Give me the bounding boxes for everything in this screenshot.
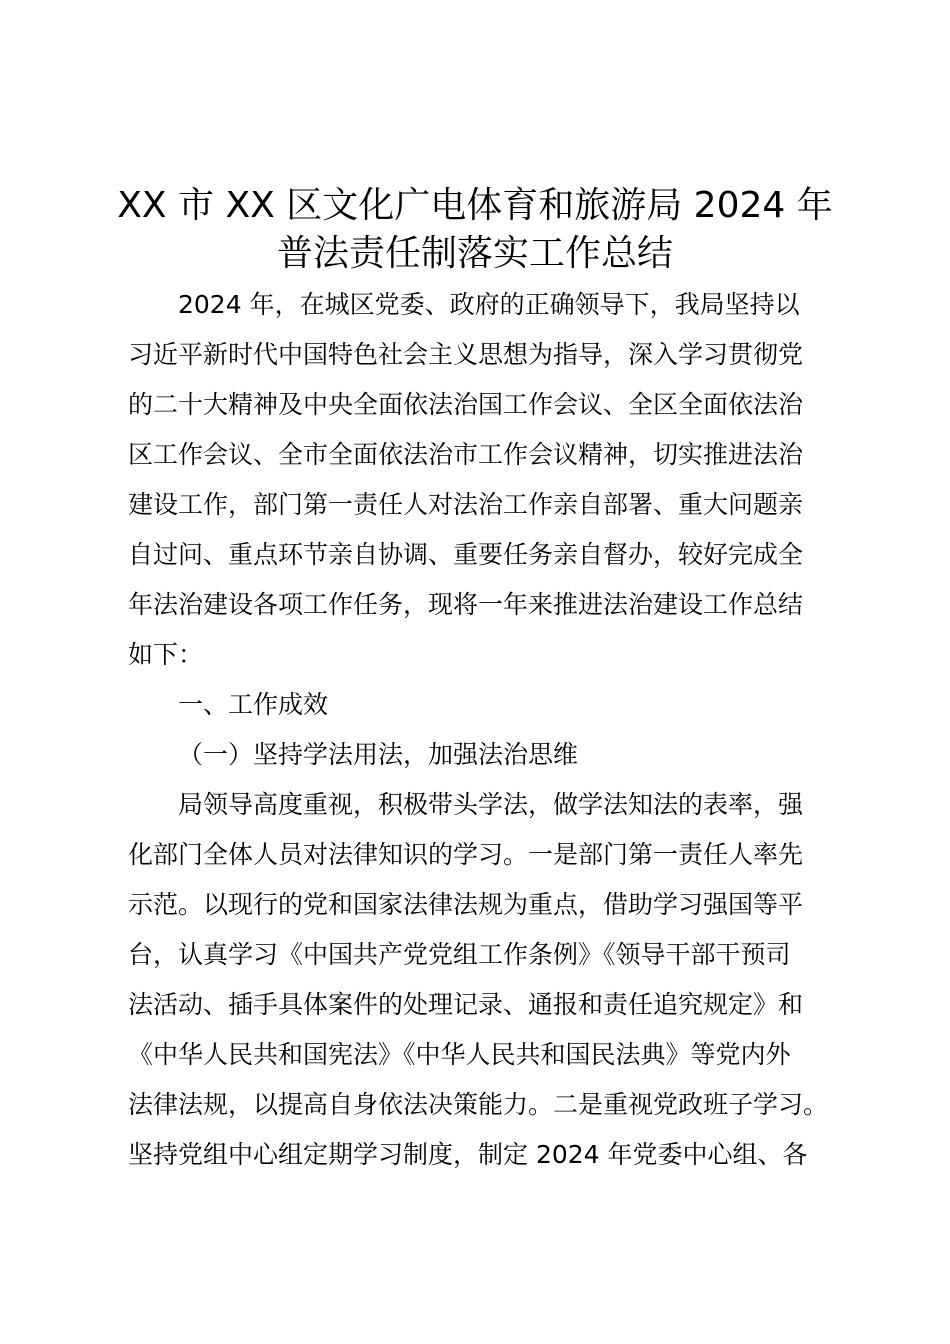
body-line-17: 法律法规，以提高自身依法决策能力。二是重视党政班子学习。 — [128, 1090, 829, 1119]
body-line-6: 自过问、重点环节亲自协调、重要任务亲自督办，较好完成全 — [128, 540, 804, 569]
body-line-3: 的二十大精神及中央全面依法治国工作会议、全区全面依法治 — [128, 390, 804, 419]
body-line-8: 如下： — [128, 640, 204, 669]
body-line-16: 《中华人民共和国宪法》《中华人民共和国民法典》等党内外 — [128, 1040, 791, 1069]
body-line-18: 坚持党组中心组定期学习制度，制定 2024 年党委中心组、各 — [128, 1140, 808, 1169]
body-line-13: 示范。以现行的党和国家法律法规为重点，借助学习强国等平 — [128, 890, 804, 919]
document-title-line-1: XX 市 XX 区文化广电体育和旅游局 2024 年 — [117, 185, 833, 226]
body-line-14: 台，认真学习《中国共产党党组工作条例》《领导干部干预司 — [128, 940, 791, 969]
body-line-12: 化部门全体人员对法律知识的学习。一是部门第一责任人率先 — [128, 840, 804, 869]
body-line-4: 区工作会议、全市全面依法治市工作会议精神，切实推进法治 — [128, 440, 804, 469]
subsection-heading: （一）坚持学法用法，加强法治思维 — [178, 740, 579, 769]
body-line-1: 2024 年，在城区党委、政府的正确领导下，我局坚持以 — [178, 290, 800, 319]
body-line-7: 年法治建设各项工作任务，现将一年来推进法治建设工作总结 — [128, 590, 804, 619]
section-heading: 一、工作成效 — [178, 690, 329, 719]
body-line-15: 法活动、插手具体案件的处理记录、通报和责任追究规定》和 — [128, 990, 804, 1019]
body-line-5: 建设工作，部门第一责任人对法治工作亲自部署、重大问题亲 — [128, 490, 804, 519]
body-line-11: 局领导高度重视，积极带头学法，做学法知法的表率，强 — [178, 790, 804, 819]
body-line-2: 习近平新时代中国特色社会主义思想为指导，深入学习贯彻党 — [128, 340, 804, 369]
document-title-line-2: 普法责任制落实工作总结 — [276, 233, 673, 274]
